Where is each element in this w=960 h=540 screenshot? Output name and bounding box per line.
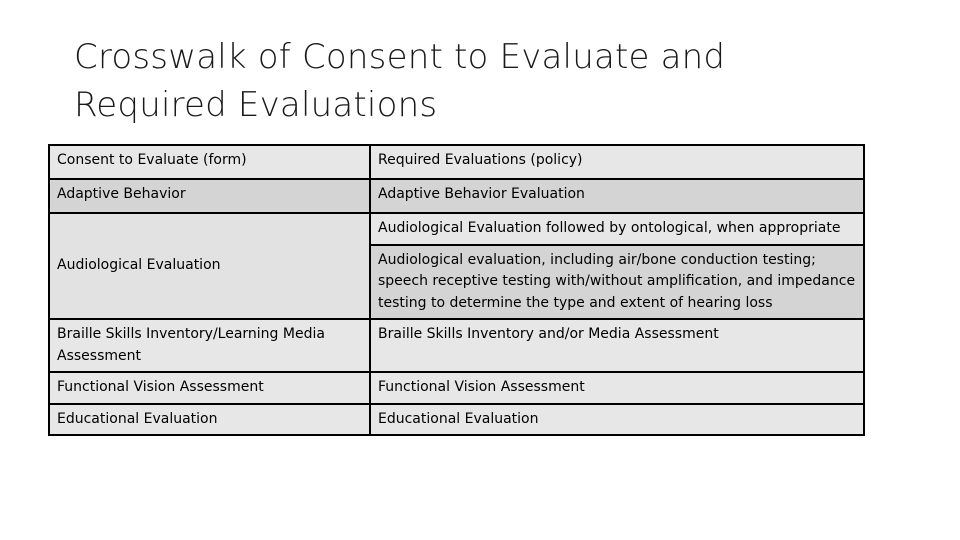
cell-required-adaptive-behavior: Adaptive Behavior Evaluation — [370, 179, 864, 214]
crosswalk-table — [48, 144, 865, 436]
table-row-braille — [49, 319, 864, 372]
table-row-audiological-1 — [49, 213, 864, 245]
header-consent: Consent to Evaluate (form) — [49, 145, 370, 179]
slide-title — [74, 33, 894, 129]
table-row-functional-vision — [49, 372, 864, 404]
header-required: Required Evaluations (policy) — [370, 145, 864, 179]
cell-required-audiological-2: Audiological evaluation, including air/bone conduction testing; speech receptive testing with/without amplification, and impedance testing to determine the type and extent of hearing loss — [370, 245, 864, 320]
table-row-educational — [49, 404, 864, 436]
table-row-adaptive-behavior — [49, 179, 864, 214]
cell-required-audiological-1: Audiological Evaluation followed by ontological, when appropriate — [370, 213, 864, 245]
cell-required-educational: Educational Evaluation — [370, 404, 864, 436]
cell-required-braille: Braille Skills Inventory and/or Media Assessment — [370, 319, 864, 372]
slide-title-line-1: Crosswalk of Consent to Evaluate and — [74, 37, 726, 77]
cell-required-functional-vision: Functional Vision Assessment — [370, 372, 864, 404]
cell-consent-audiological: Audiological Evaluation — [49, 213, 370, 319]
cell-consent-adaptive-behavior: Adaptive Behavior — [49, 179, 370, 214]
slide-title-line-2: Required Evaluations — [74, 85, 438, 125]
cell-consent-functional-vision: Functional Vision Assessment — [49, 372, 370, 404]
cell-consent-braille: Braille Skills Inventory/Learning Media Assessment — [49, 319, 370, 372]
table-header-row — [49, 145, 864, 179]
cell-consent-educational: Educational Evaluation — [49, 404, 370, 436]
